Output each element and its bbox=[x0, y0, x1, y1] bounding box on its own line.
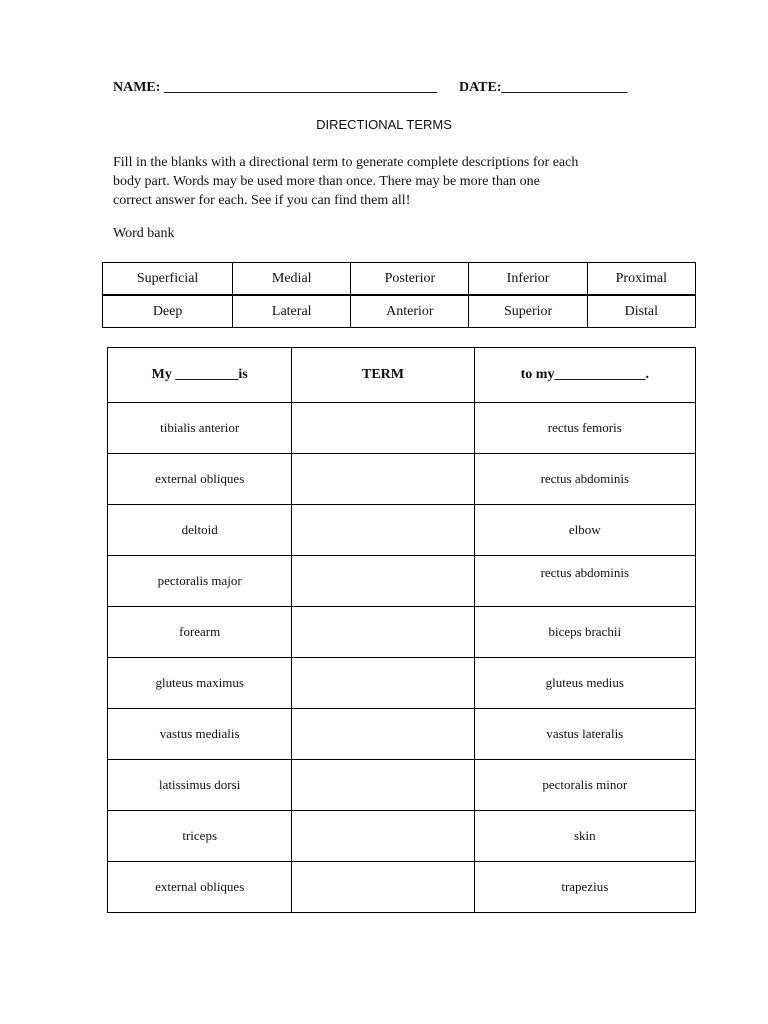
reference-part-cell: elbow bbox=[474, 505, 695, 556]
term-answer-cell[interactable] bbox=[292, 862, 474, 913]
table-header-row bbox=[108, 348, 696, 403]
term-answer-cell[interactable] bbox=[292, 709, 474, 760]
term-answer-cell[interactable] bbox=[292, 811, 474, 862]
body-part-cell: forearm bbox=[108, 607, 292, 658]
body-part-cell: external obliques bbox=[108, 862, 292, 913]
table-row bbox=[108, 811, 696, 862]
table-row bbox=[108, 760, 696, 811]
term-answer-cell[interactable] bbox=[292, 760, 474, 811]
column-header-my: My _________is bbox=[108, 348, 292, 403]
body-part-cell: gluteus maximus bbox=[108, 658, 292, 709]
page-title: DIRECTIONAL TERMS bbox=[316, 117, 452, 132]
term-answer-cell[interactable] bbox=[292, 505, 474, 556]
word-bank-cell: Inferior bbox=[469, 263, 587, 296]
term-answer-cell[interactable] bbox=[292, 658, 474, 709]
term-answer-cell[interactable] bbox=[292, 556, 474, 607]
word-bank-row bbox=[103, 263, 696, 296]
term-answer-cell[interactable] bbox=[292, 454, 474, 505]
table-row bbox=[108, 709, 696, 760]
reference-part-cell: trapezius bbox=[474, 862, 695, 913]
instructions bbox=[113, 153, 673, 210]
term-answer-cell[interactable] bbox=[292, 403, 474, 454]
directional-terms-table bbox=[107, 347, 696, 913]
reference-part-cell bbox=[474, 556, 695, 607]
word-bank-cell: Superior bbox=[469, 295, 587, 328]
word-bank-cell: Lateral bbox=[233, 295, 351, 328]
word-bank-cell: Distal bbox=[587, 295, 695, 328]
table-row bbox=[108, 862, 696, 913]
table-row bbox=[108, 556, 696, 607]
date-field-label: DATE:__________________ bbox=[459, 80, 628, 95]
body-part-cell: latissimus dorsi bbox=[108, 760, 292, 811]
word-bank-cell: Deep bbox=[103, 295, 233, 328]
body-part-cell: vastus medialis bbox=[108, 709, 292, 760]
name-field-label: NAME: _______________________________________ bbox=[113, 80, 437, 95]
word-bank-row bbox=[103, 295, 696, 328]
reference-part-cell: skin bbox=[474, 811, 695, 862]
word-bank-cell: Proximal bbox=[587, 263, 695, 296]
body-part-cell: tibialis anterior bbox=[108, 403, 292, 454]
table-row bbox=[108, 403, 696, 454]
reference-part-cell: rectus femoris bbox=[474, 403, 695, 454]
word-bank-table bbox=[102, 262, 696, 328]
instructions-line: body part. Words may be used more than once. There may be more than one bbox=[113, 174, 540, 189]
word-bank-cell: Superficial bbox=[103, 263, 233, 296]
reference-part-cell: pectoralis minor bbox=[474, 760, 695, 811]
word-bank-label: Word bank bbox=[113, 226, 175, 241]
word-bank-cell: Medial bbox=[233, 263, 351, 296]
table-row bbox=[108, 505, 696, 556]
instructions-line: Fill in the blanks with a directional term to generate complete descriptions for each bbox=[113, 155, 579, 170]
body-part-cell: triceps bbox=[108, 811, 292, 862]
table-row bbox=[108, 454, 696, 505]
reference-part-cell: biceps brachii bbox=[474, 607, 695, 658]
body-part-cell: external obliques bbox=[108, 454, 292, 505]
header bbox=[113, 80, 628, 96]
term-answer-cell[interactable] bbox=[292, 607, 474, 658]
column-header-to-my: to my_____________. bbox=[474, 348, 695, 403]
reference-part-text: rectus abdominis bbox=[540, 565, 630, 580]
reference-part-cell: vastus lateralis bbox=[474, 709, 695, 760]
body-part-cell: pectoralis major bbox=[108, 556, 292, 607]
table-row bbox=[108, 658, 696, 709]
reference-part-cell: rectus abdominis bbox=[474, 454, 695, 505]
body-part-cell: deltoid bbox=[108, 505, 292, 556]
word-bank-cell: Posterior bbox=[351, 263, 469, 296]
column-header-term: TERM bbox=[292, 348, 474, 403]
instructions-line: correct answer for each. See if you can find them all! bbox=[113, 193, 411, 208]
table-row bbox=[108, 607, 696, 658]
word-bank-cell: Anterior bbox=[351, 295, 469, 328]
reference-part-cell: gluteus medius bbox=[474, 658, 695, 709]
